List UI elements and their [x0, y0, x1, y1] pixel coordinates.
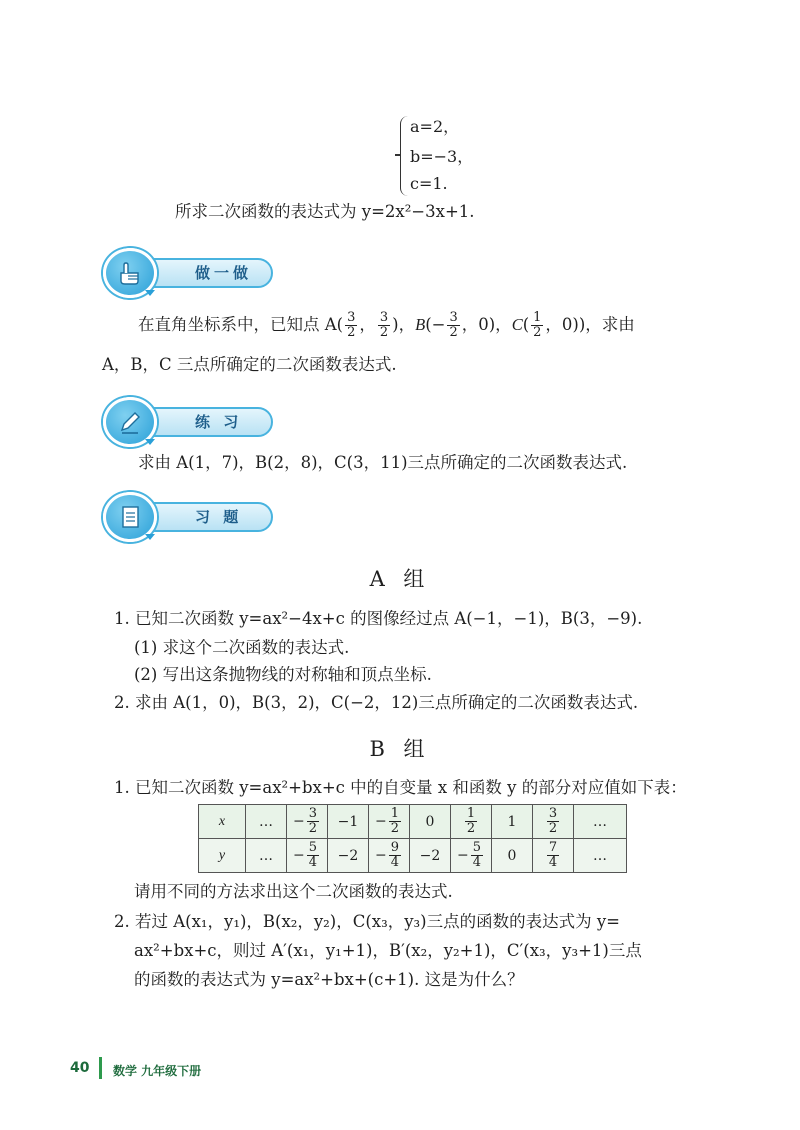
equation-system: [400, 114, 520, 198]
value-table: [198, 804, 627, 873]
group-a-q1-part2: (2) 写出这条抛物线的对称轴和顶点坐标.: [134, 665, 432, 684]
page-number: 40: [70, 1060, 90, 1076]
book-title: 数学 九年级下册: [113, 1064, 202, 1078]
table-note: 请用不同的方法求出这个二次函数的表达式.: [134, 882, 453, 901]
group-b-q2-line1: 2. 若过 A(x₁，y₁)，B(x₂，y₂)，C(x₃，y₃)三点的函数的表达式为 y=: [114, 912, 620, 931]
y-header: y: [199, 839, 246, 873]
table-row: x … − $\frac{3}{2}$ −1 − $\frac{1}{2}$ 0 $\frac{1}{2}$ 1 $\frac{3}{2}$ …: [199, 805, 627, 839]
footer-divider: [99, 1057, 102, 1079]
document-icon: [116, 503, 144, 531]
brace-icon: [400, 116, 409, 196]
equation-c: c=1.: [410, 174, 448, 193]
y-cell: $\frac{7}{4}$: [533, 839, 574, 873]
y-cell: − $\frac{9}{4}$: [369, 839, 410, 873]
x-header: x: [199, 805, 246, 839]
x-cell: $\frac{3}{2}$: [533, 805, 574, 839]
result-line: 所求二次函数的表达式为 y=2x²−3x+1.: [175, 202, 475, 221]
y-cell: − $\frac{5}{4}$: [287, 839, 328, 873]
group-a-q1-part1: (1) 求这个二次函数的表达式.: [134, 638, 350, 657]
group-b-q2-line2: ax²+bx+c，则过 A′(x₁，y₁+1)，B′(x₂，y₂+1)，C′(x₃，y₃+1)三点: [134, 941, 642, 960]
table-row: y … − $\frac{5}{4}$ −2 − $\frac{9}{4}$ −2 − $\frac{5}{4}$ 0 $\frac{7}{4}$ …: [199, 839, 627, 873]
hand-icon: [116, 259, 144, 287]
group-a-q2: 2. 求由 A(1，0)，B(3，2)，C(−2，12)三点所确定的二次函数表达式.: [114, 693, 639, 712]
banner-exercises-label: 习 题: [195, 508, 243, 526]
practice-problem: 求由 A(1，7)，B(2，8)，C(3，11)三点所确定的二次函数表达式.: [138, 453, 628, 472]
banner-practice-label: 练 习: [195, 413, 243, 431]
group-b-q1: 1. 已知二次函数 y=ax²+bx+c 中的自变量 x 和函数 y 的部分对应值如下表：: [114, 778, 687, 797]
banner-try-label: 做一做: [195, 264, 253, 282]
x-cell: − $\frac{1}{2}$: [369, 805, 410, 839]
y-cell: − $\frac{5}{4}$: [451, 839, 492, 873]
group-b-title: B 组: [369, 737, 431, 761]
try-problem-line1: 在直角坐标系中，已知点 A( $\frac{3}{2}$ ， $\frac{3}{2}$ )，B(− $\frac{3}{2}$ ，0)，C( $\frac{1}{2}$ ，0))，求由: [138, 310, 635, 340]
banner-practice: [103, 397, 275, 453]
x-cell: − $\frac{3}{2}$: [287, 805, 328, 839]
group-a-q1: 1. 已知二次函数 y=ax²−4x+c 的图像经过点 A(−1，−1)，B(3，−9).: [114, 609, 643, 628]
group-a-title: A 组: [369, 567, 431, 591]
equation-a: a=2，: [410, 117, 460, 136]
banner-try: [103, 248, 275, 304]
equation-b: b=−3，: [410, 147, 474, 166]
try-problem-line2: A，B，C 三点所确定的二次函数表达式.: [102, 355, 397, 374]
pencil-icon: [116, 408, 144, 436]
x-cell: $\frac{1}{2}$: [451, 805, 492, 839]
group-b-q2-line3: 的函数的表达式为 y=ax²+bx+(c+1). 这是为什么？: [134, 970, 524, 989]
banner-exercises: [103, 492, 275, 548]
